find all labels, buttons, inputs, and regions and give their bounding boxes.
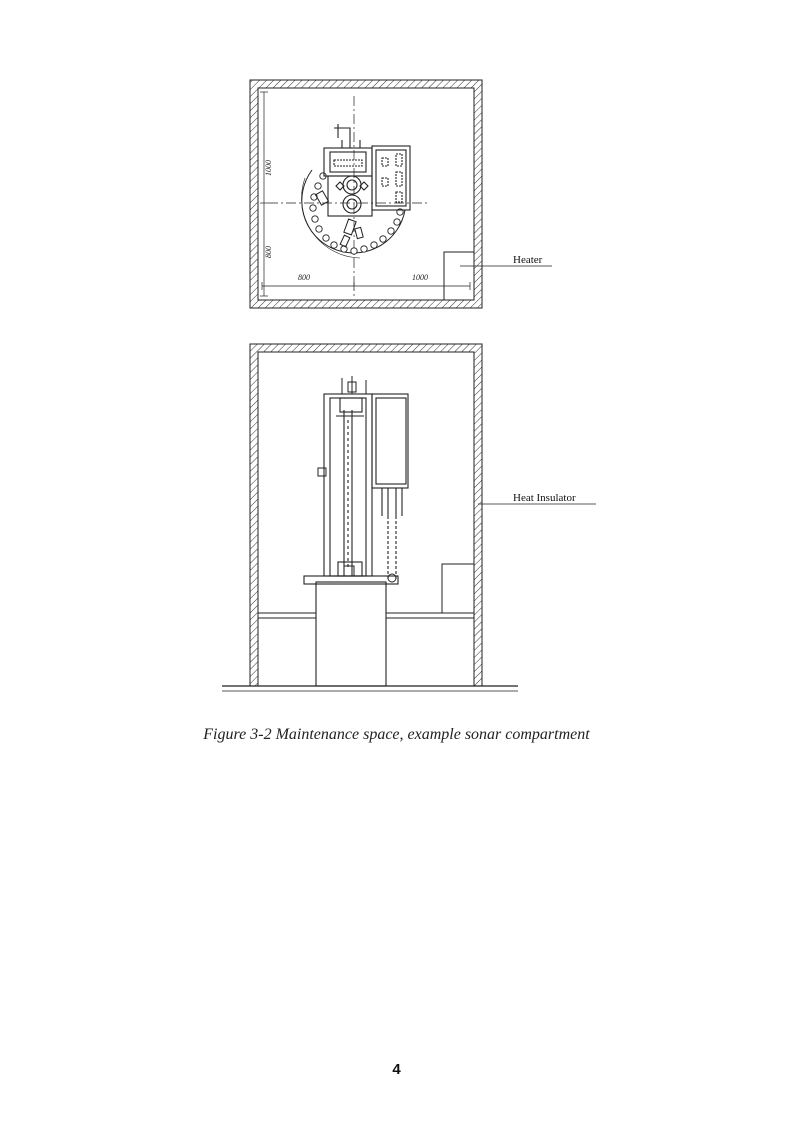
heater-box [444,252,474,300]
page-number: 4 [392,1061,401,1078]
pedestal [304,576,398,686]
dim-vertical-lower: 800 [264,246,273,258]
column-top [318,376,366,476]
heater-label: Heater [513,254,543,266]
hoist-column [324,394,372,576]
figure-caption: Figure 3-2 Maintenance space, example sonar compartment [203,726,590,743]
dim-bottom-right: 1000 [412,273,428,282]
top-view-wall [250,80,482,308]
floor-insulation [258,613,474,618]
control-box-side [372,394,408,580]
dimension-lines [260,92,470,296]
top-view-plan [250,80,552,308]
dim-vertical-upper: 1000 [264,160,273,176]
side-view-elevation [222,344,596,691]
dim-bottom-left: 800 [298,273,310,282]
hoist-unit-top [324,124,372,216]
heat-insulator-label: Heat Insulator [513,492,576,504]
control-box-top [372,146,410,210]
heater-box-side [442,564,474,613]
